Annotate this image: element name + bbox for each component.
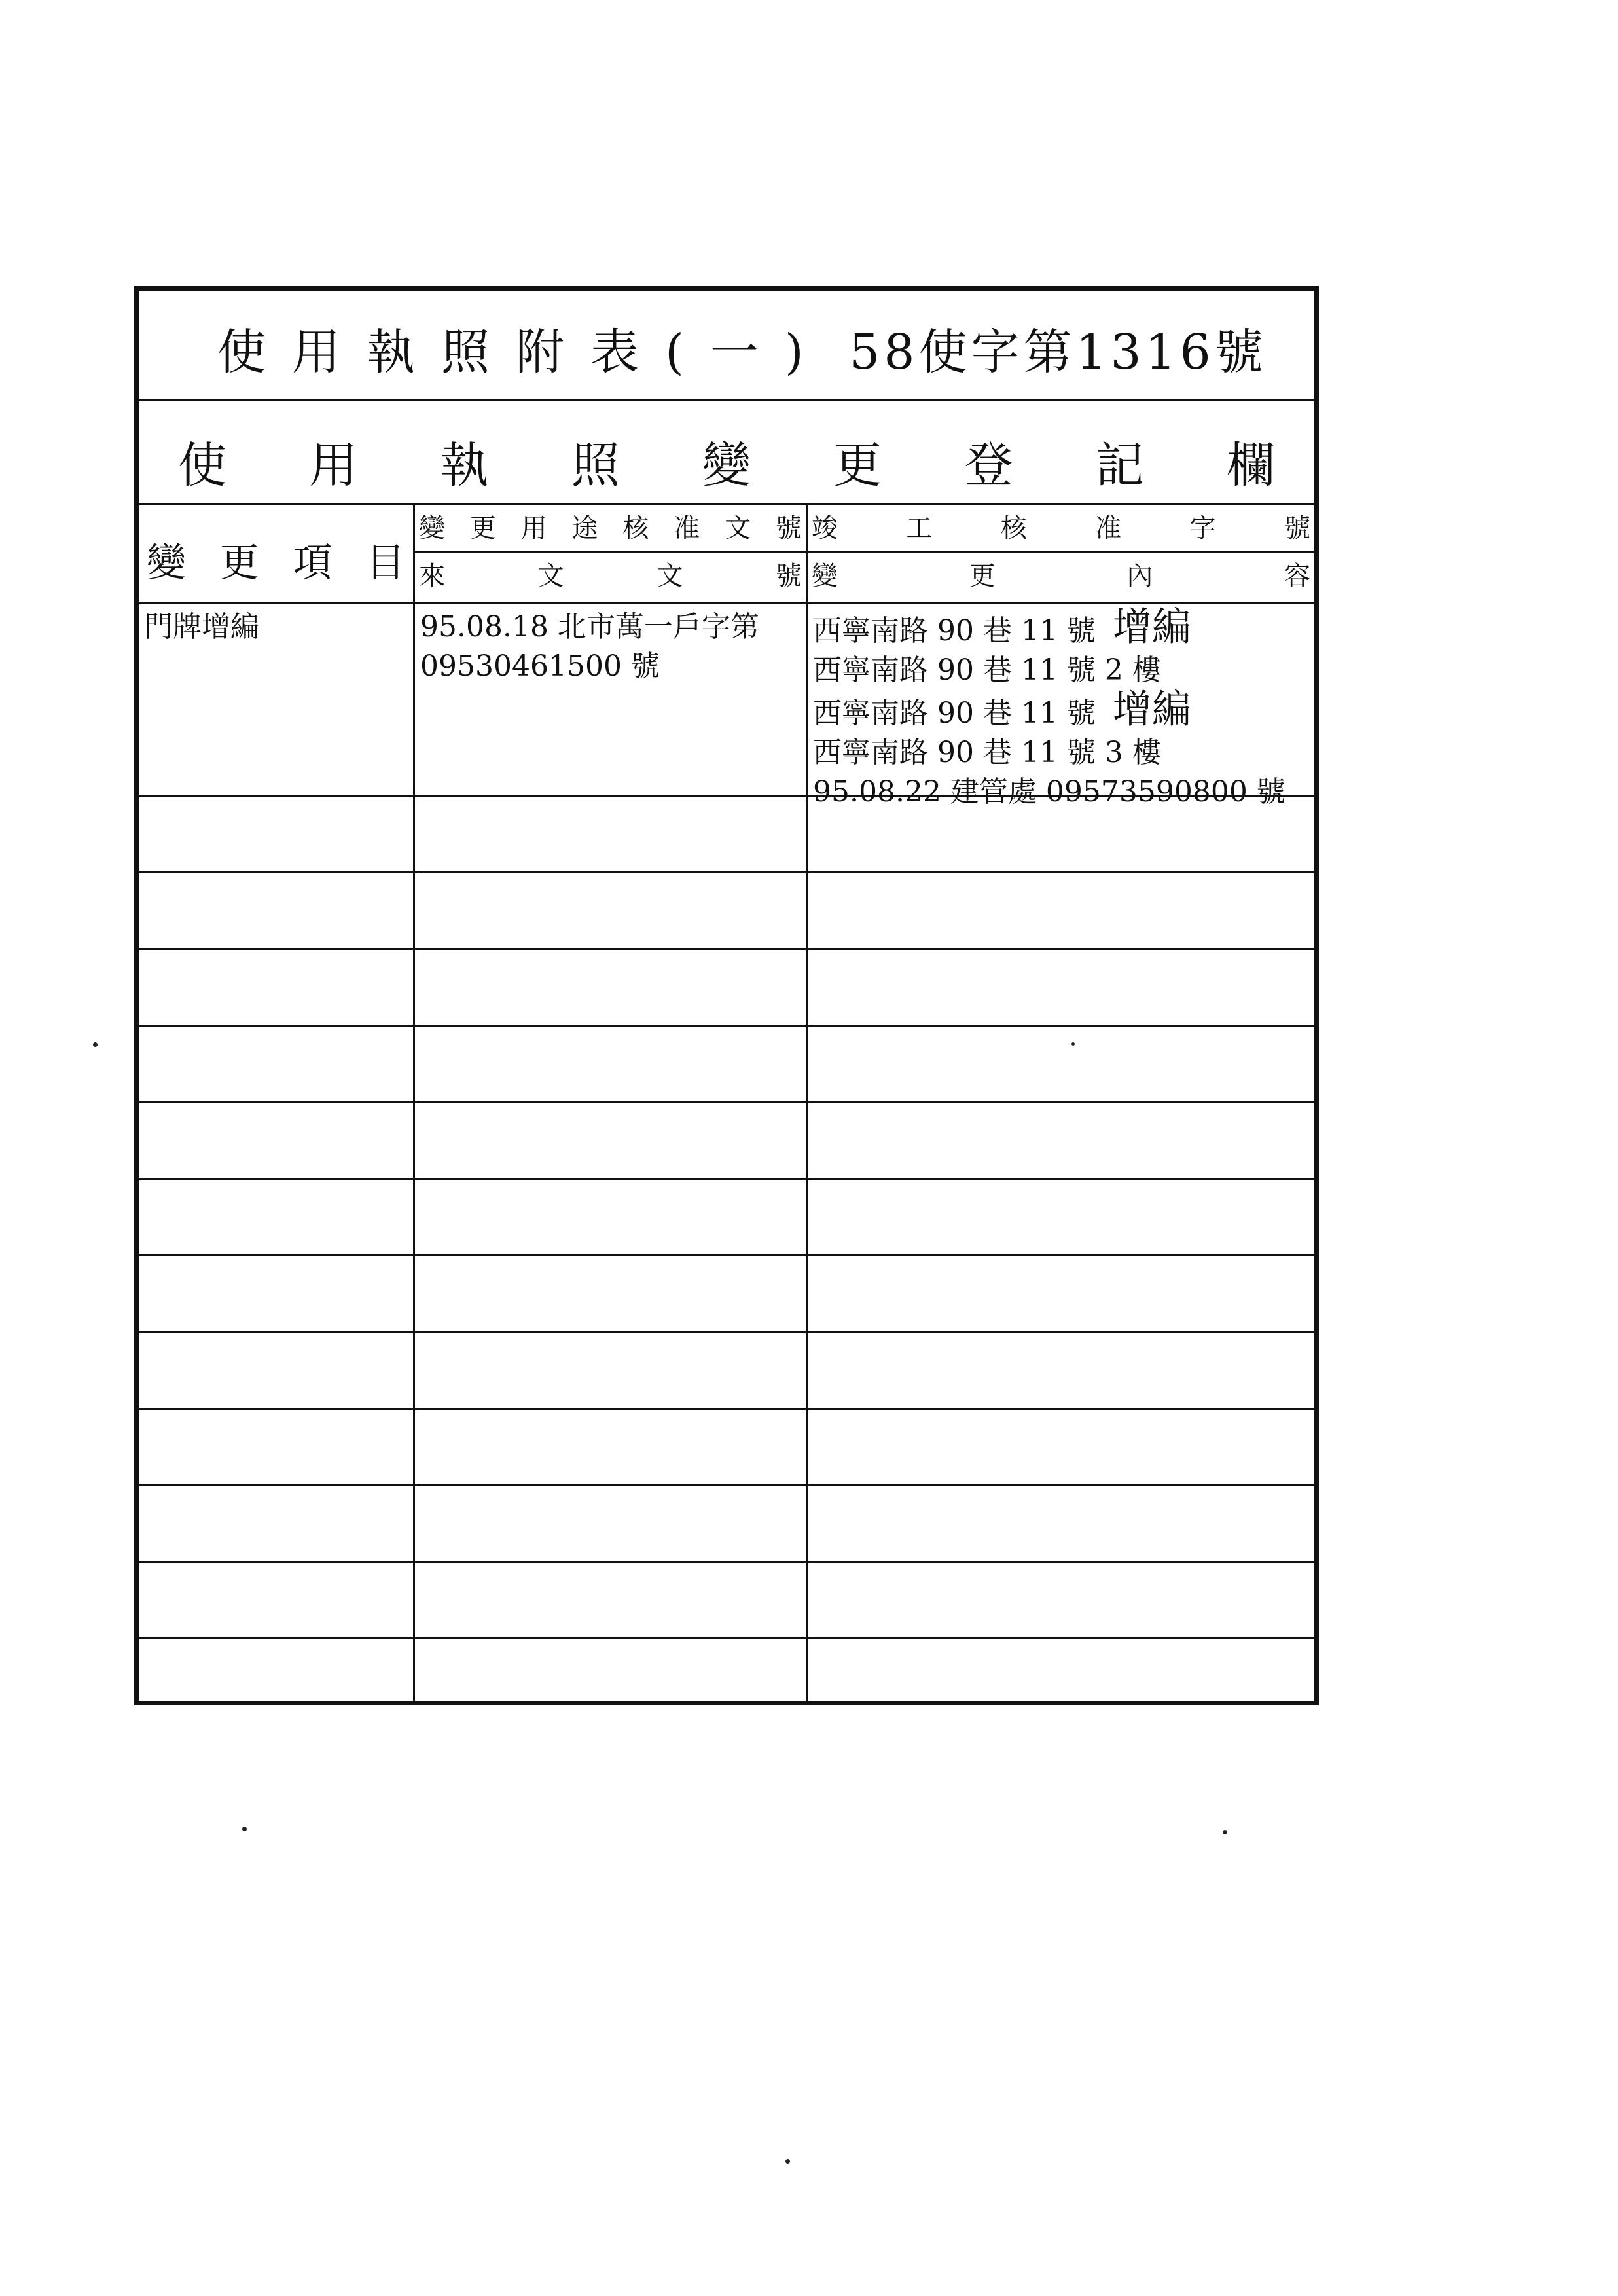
table-row	[139, 950, 1314, 1027]
subtitle-row	[139, 401, 1314, 505]
header-char: 變	[419, 513, 445, 543]
header-char: 准	[1095, 513, 1122, 543]
header-char: 字	[1189, 513, 1216, 543]
header-char: 項	[293, 540, 333, 586]
subtitle-char: 記	[1095, 437, 1144, 494]
incoming-doc-cell	[415, 1256, 808, 1331]
change-content-cell	[808, 1333, 1314, 1408]
title-row	[139, 291, 1314, 401]
subtitle-char: 欄	[1227, 437, 1275, 494]
content-line	[813, 733, 1309, 773]
change-item-cell	[139, 1333, 415, 1408]
header-char: 容	[1284, 561, 1310, 591]
header-char: 文	[537, 561, 564, 591]
change-item-cell	[139, 950, 415, 1025]
incoming-doc-cell	[415, 797, 808, 871]
subtitle-char: 登	[964, 437, 1013, 494]
change-item-cell	[139, 1410, 415, 1484]
header-completion-no	[808, 505, 1314, 553]
incoming-doc-cell	[415, 1103, 808, 1178]
header-change-item	[139, 505, 415, 602]
document-title	[217, 314, 1267, 383]
incoming-doc-cell	[415, 1486, 808, 1561]
header-char: 竣	[812, 513, 838, 543]
content-emphasis: 增編	[1112, 687, 1191, 733]
header-char: 來	[419, 561, 445, 591]
change-item-cell	[139, 1103, 415, 1178]
table-row	[139, 1410, 1314, 1486]
change-item-cell	[139, 1180, 415, 1254]
change-content-cell	[808, 1027, 1314, 1101]
table-row	[139, 1486, 1314, 1563]
incoming-doc-cell	[415, 1410, 808, 1484]
table-row	[139, 1103, 1314, 1180]
register-table	[134, 286, 1319, 1705]
header-char: 更	[969, 561, 996, 591]
change-content-cell	[808, 1180, 1314, 1254]
header-char: 准	[674, 513, 700, 543]
subtitle-char: 更	[833, 437, 882, 494]
change-item-cell	[139, 1563, 415, 1637]
incoming-doc-line: 09530461500 號	[420, 649, 660, 683]
incoming-doc-cell	[415, 1563, 808, 1637]
header-incoming-doc	[415, 553, 808, 602]
header-char: 文	[656, 561, 683, 591]
change-item: 門牌增編	[144, 610, 259, 644]
incoming-doc-cell	[415, 950, 808, 1025]
scan-speck	[93, 1042, 98, 1047]
change-content-cell	[808, 1103, 1314, 1178]
header-char: 核	[622, 513, 649, 543]
incoming-doc-cell	[415, 1639, 808, 1705]
table-row	[139, 1563, 1314, 1639]
table-row	[139, 1256, 1314, 1333]
incoming-doc-cell	[415, 1027, 808, 1101]
header-char: 號	[775, 513, 802, 543]
incoming-doc-cell	[415, 604, 808, 795]
change-item-cell	[139, 1027, 415, 1101]
table-row	[139, 1639, 1314, 1705]
incoming-doc-cell	[415, 1333, 808, 1408]
header-char: 核	[1000, 513, 1027, 543]
change-item-cell	[139, 1486, 415, 1561]
table-row	[139, 873, 1314, 950]
header-char: 文	[725, 513, 751, 543]
change-content-cell	[808, 1639, 1314, 1705]
scan-speck	[1071, 1042, 1075, 1046]
header-char: 用	[520, 513, 547, 543]
change-item-cell	[139, 873, 415, 948]
subtitle	[178, 427, 1275, 494]
incoming-doc-cell	[415, 1180, 808, 1254]
header-char: 途	[571, 513, 598, 543]
change-item-cell	[139, 1256, 415, 1331]
incoming-doc-line: 95.08.18 北市萬一戶字第	[420, 610, 759, 644]
header-row	[139, 505, 1314, 604]
change-content-cell	[808, 873, 1314, 948]
table-row	[139, 604, 1314, 809]
header-char: 工	[906, 513, 933, 543]
header-char: 內	[1126, 561, 1153, 591]
content-text: 西寧南路 90 巷 11 號	[813, 614, 1096, 647]
content-line	[813, 687, 1309, 733]
table-row	[139, 797, 1314, 873]
subtitle-char: 用	[309, 437, 358, 494]
header-char: 目	[365, 540, 405, 586]
change-content-cell	[808, 1486, 1314, 1561]
change-item-cell	[139, 1639, 415, 1705]
change-item-cell	[139, 604, 415, 795]
scan-speck	[785, 2159, 790, 2164]
scan-speck	[1223, 1830, 1227, 1834]
content-text: 西寧南路 90 巷 11 號	[813, 697, 1096, 730]
header-char: 變	[812, 561, 838, 591]
change-content-cell	[808, 1563, 1314, 1637]
scan-speck	[242, 1827, 247, 1831]
subtitle-char: 變	[702, 437, 751, 494]
subtitle-char: 照	[571, 437, 620, 494]
subtitle-char: 使	[178, 437, 226, 494]
content-line	[813, 651, 1309, 690]
change-content-cell	[808, 1256, 1314, 1331]
subtitle-char: 執	[440, 437, 489, 494]
title-number: 58使字第1316號	[849, 324, 1267, 380]
change-content-cell	[808, 797, 1314, 871]
header-char: 更	[219, 540, 259, 586]
content-emphasis: 增編	[1112, 604, 1191, 650]
header-char: 更	[469, 513, 496, 543]
header-change-content	[808, 553, 1314, 602]
content-text: 西寧南路 90 巷 11 號 3 樓	[813, 736, 1161, 769]
content-line	[813, 604, 1309, 651]
change-content-cell	[808, 950, 1314, 1025]
header-char: 號	[775, 561, 802, 591]
table-row	[139, 1180, 1314, 1256]
incoming-doc-cell	[415, 873, 808, 948]
header-char: 變	[147, 540, 186, 586]
header-approval-doc	[415, 505, 808, 553]
content-text: 95.08.22 建管處 09573590800 號	[813, 775, 1285, 809]
change-item-cell	[139, 797, 415, 871]
change-content-cell	[808, 604, 1314, 809]
change-content-cell	[808, 1410, 1314, 1484]
table-row	[139, 1027, 1314, 1103]
title-prefix: 使用執照附表(一)	[217, 324, 830, 380]
table-row	[139, 1333, 1314, 1410]
content-text: 西寧南路 90 巷 11 號 2 樓	[813, 653, 1161, 687]
header-char: 號	[1284, 513, 1310, 543]
